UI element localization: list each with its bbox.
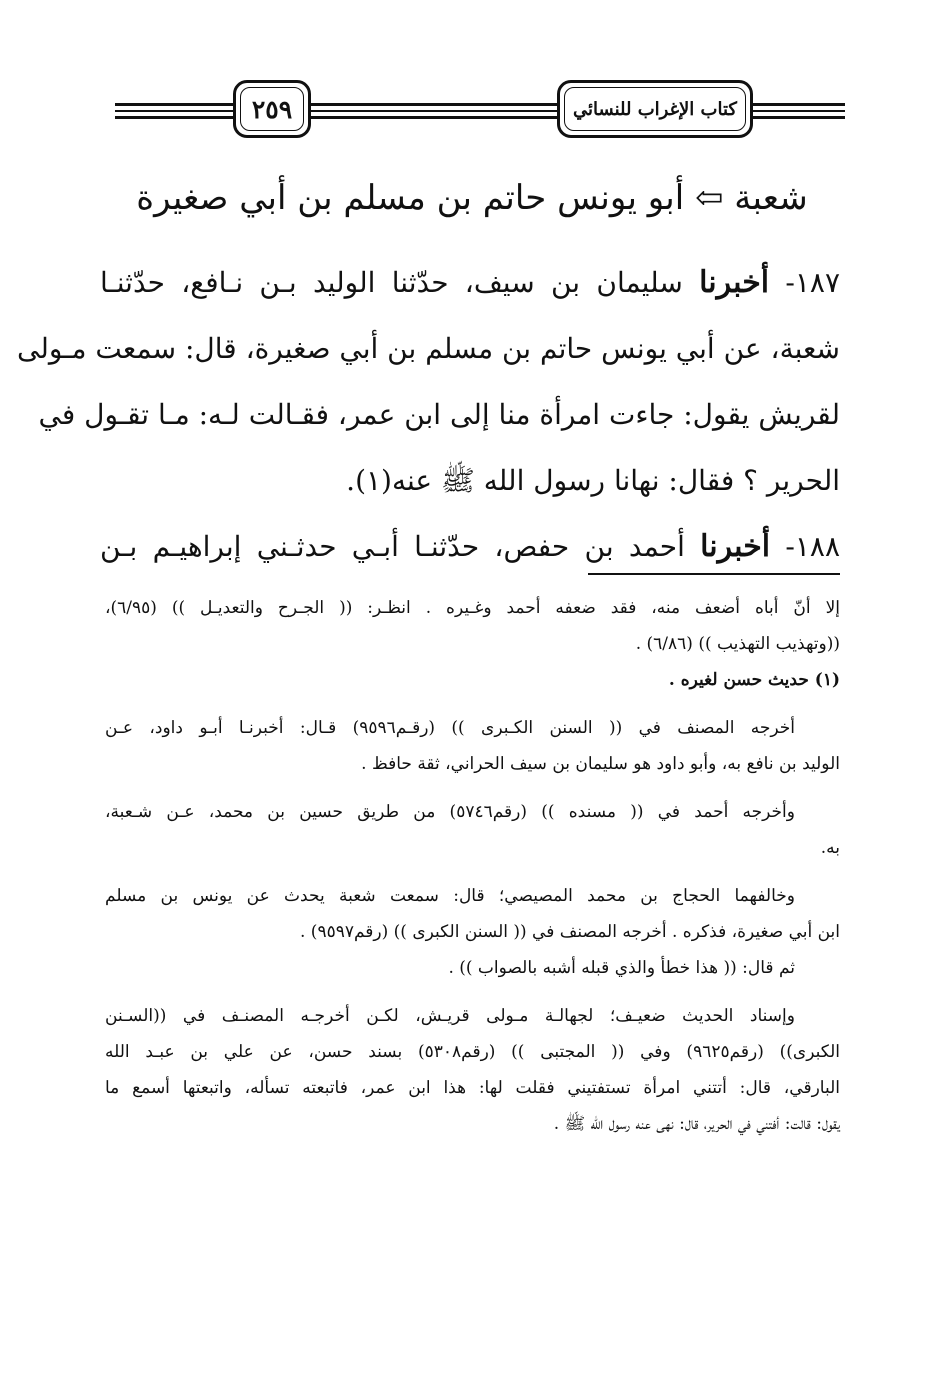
text-line: أحمد بن حفص، حدّثنـا أبـي حدثـني إبراهيـم بـن xyxy=(100,530,685,563)
main-text xyxy=(17,250,840,580)
book-title: كتاب الإغراب للنسائي xyxy=(573,98,737,120)
footnote-title: (١) حديث حسن لغيره . xyxy=(668,670,840,690)
akhbarana-word: أخبرنا xyxy=(699,265,770,300)
footnote-line: الكبرى)) (رقم٩٦٢٥) وفي (( المجتبى )) (رقم٥٣٠٨) بسند حسن، عن علي بن عبـد الله xyxy=(105,1042,841,1062)
footnote-line: أخرجه المصنف في (( السنن الكـبرى )) (رقـم٩٥٩٦) قـال: أخبرنـا أبـو داود، عـن xyxy=(105,718,796,738)
hadith-187-line: شعبة، عن أبي يونس حاتم بن مسلم بن أبي صغيرة، قال: سمعت مـولى xyxy=(17,332,840,365)
hadith-188-line xyxy=(100,514,840,580)
hadith-187-line xyxy=(100,250,840,316)
book-title-frame xyxy=(557,80,753,138)
footnote-line: البارقي، قال: أتتني امرأة تستفتيني فقلت لها: هذا ابن عمر، فاتبعته تسأله، واتبعتها أسمع ما xyxy=(105,1078,840,1098)
hadith-187-line: لقريش يقول: جاءت امرأة منا إلى ابن عمر، فقـالت لـه: مـا تقـول في xyxy=(38,398,840,431)
footnote-line: وخالفهما الحجاج بن محمد المصيصي؛ قال: سمعت شعبة يحدث عن يونس بن مسلم xyxy=(105,886,795,906)
footnote-line: ((وتهذيب التهذيب )) (٦/٨٦) . xyxy=(635,634,840,654)
page-header xyxy=(115,80,845,142)
page-number: ٢٥٩ xyxy=(251,94,293,124)
text-line: سليمان بن سيف، حدّثنا الوليد بـن نـافع، حدّثنـا xyxy=(100,266,683,299)
footnotes xyxy=(105,590,840,1142)
page-number-frame xyxy=(233,80,311,138)
hadith-187-line: الحرير ؟ فقال: نهانا رسول الله ﷺ عنه(١). xyxy=(346,464,840,497)
footnote-line: ابن أبي صغيرة، فذكره . أخرجه المصنف في (( السنن الكبرى )) (رقم٩٥٩٧) . xyxy=(299,922,840,942)
chapter-heading: شعبة ⇦ أبو يونس حاتم بن مسلم بن أبي صغيرة xyxy=(136,178,808,218)
footnote-line: إلا أنّ أباه أضعف منه، فقد ضعفه أحمد وغـيره . انظـر: (( الجـرح والتعديـل )) (٦/٩٥)، xyxy=(105,598,840,618)
akhbarana-word: أخبرنا xyxy=(700,529,771,564)
footnote-line: به. xyxy=(820,838,840,858)
footnote-line: الوليد بن نافع به، وأبو داود هو سليمان بن سيف الحراني، ثقة حافظ . xyxy=(361,754,840,774)
hadith-number: ١٨٧- xyxy=(785,266,840,299)
footnote-line: وأخرجه أحمد في (( مسنده )) (رقم٥٧٤٦) من طريق حسين بن محمد، عـن شـعبة، xyxy=(105,802,795,822)
footnote-line: يقول: قالت: أفتني في الحرير، قال: نهى عنه رسول الله ﷺ . xyxy=(553,1114,840,1134)
footnote-line: ثم قال: (( هذا خطأ والذي قبله أشبه بالصواب )) . xyxy=(448,958,795,978)
footnote-separator xyxy=(588,573,840,575)
hadith-number: ١٨٨- xyxy=(785,530,840,563)
footnote-line: وإسناد الحديث ضعيـف؛ لجهالـة مـولى قريـش، لكـن أخرجـه المصنـف في ((السـنن xyxy=(105,1006,795,1026)
